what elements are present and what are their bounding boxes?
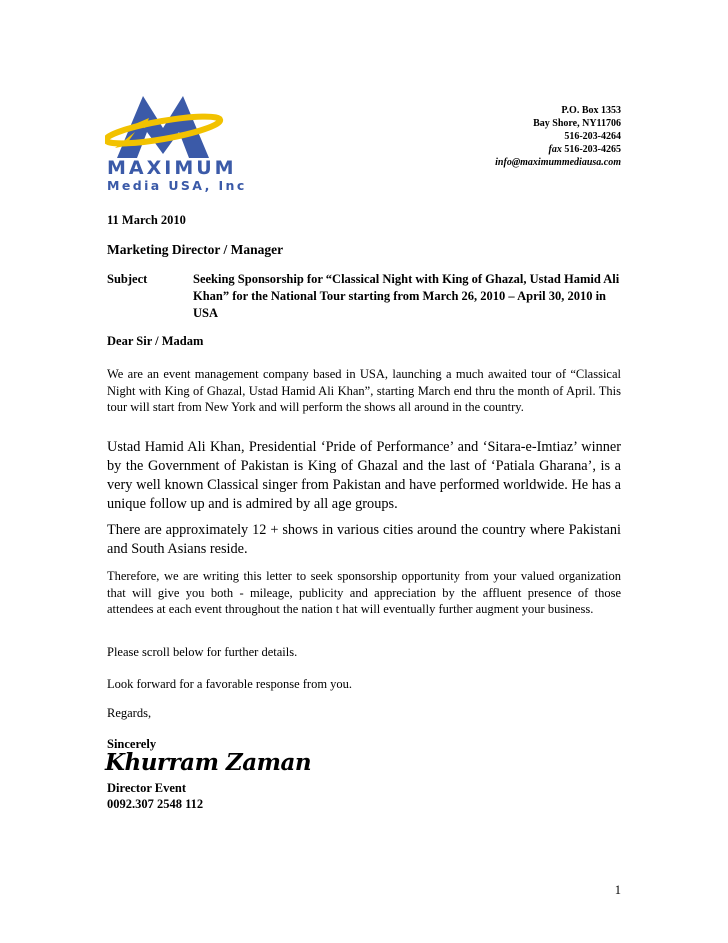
paragraph-3: There are approximately 12 + shows in various cities around the country where Pakistani and South Asians reside.	[107, 522, 621, 557]
salutation: Dear Sir / Madam	[107, 334, 204, 348]
signer-phone: 0092.307 2548 112	[107, 797, 204, 811]
signer-title: Director Event	[107, 781, 187, 795]
subject-text: Seeking Sponsorship for “Classical Night with King of Ghazal, Ustad Hamid Ali Khan” for the National Tour starting from March 26, 2010 – April 30, 2010 in USA	[193, 272, 620, 320]
look-forward: Look forward for a favorable response from you.	[107, 677, 353, 691]
signer-block	[107, 780, 203, 812]
email-text: info@maximummediausa.com	[495, 157, 621, 168]
fax-label: fax	[548, 144, 562, 155]
logo-wordmark-top: MAXIMUM	[107, 157, 237, 179]
page-number: 1	[614, 883, 621, 897]
scroll-note: Please scroll below for further details.	[107, 645, 298, 659]
po-box: P.O. Box 1353	[561, 105, 621, 116]
subject-label: Subject	[107, 272, 148, 286]
paragraph-1: We are an event management company based in USA, launching a much awaited tour of “Classical Night with King of Ghazal, Ustad Hamid Ali Khan”, starting March end thru the month of April. This tour will start from New York and will perform the shows all around in the country.	[107, 367, 621, 414]
logo-wordmark-bottom: Media USA, Inc	[107, 178, 247, 193]
recipient: Marketing Director / Manager	[107, 242, 284, 257]
regards: Regards,	[107, 706, 152, 720]
letter-date: 11 March 2010	[107, 213, 186, 227]
city: Bay Shore, NY11706	[533, 118, 621, 129]
fax	[495, 143, 621, 156]
fax-number: 516-203-4265	[564, 144, 621, 155]
subject-line	[107, 271, 621, 322]
logo-wordmark	[107, 158, 247, 193]
sender-address	[495, 104, 621, 169]
signature: Khurram Zaman	[105, 749, 312, 776]
email	[495, 156, 621, 169]
paragraph-2: Ustad Hamid Ali Khan, Presidential ‘Pride of Performance’ and ‘Sitara-e-Imtiaz’ winner by the Government of Pakistan is King of Ghazal and the last of ‘Patiala Gharana’, is a very well known Classical singer from Pakistan and have performed worldwide. He has a unique follow up and is admired by all age groups.	[107, 439, 621, 512]
phone: 516-203-4264	[564, 131, 621, 142]
paragraph-4: Therefore, we are writing this letter to seek sponsorship opportunity from your valued organization that will give you both - mileage, publicity and appreciation by the affluent presence of those attendees at each event throughout the nation t hat will eventually further augment your business.	[107, 569, 621, 616]
closing: Sincerely	[107, 737, 157, 751]
